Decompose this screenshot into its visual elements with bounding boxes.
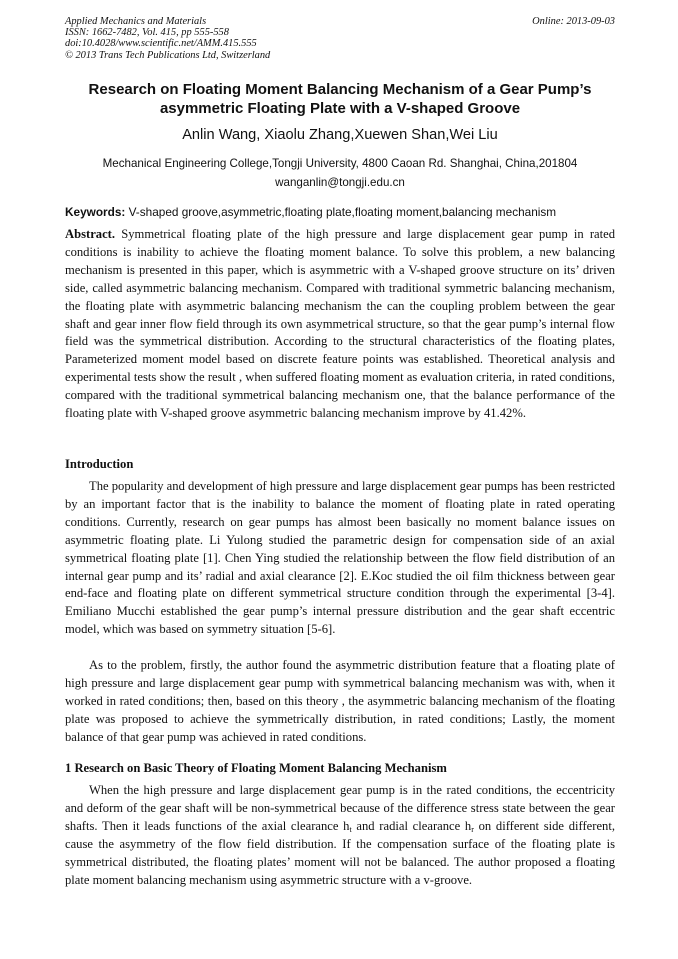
introduction-paragraph-1: The popularity and development of high pressure and large displacement gear pumps has been restricted by an important factor that is the inability to balance the moment of floating plate in rated operating conditions. Currently, research on gear pumps has almost been basically no moment balance issues on asymmetric floating plate. Li Yulong studied the parametric design for compensation side of an axial symmetrical floating plate [1]. Chen Ying studied the relationship between the flow field distribution of an internal gear pump and its’ radial and axial clearance [2]. E.Koc studied the oil film thickness between gear end-face and floating plate on different symmetrical structure condition through the experimental [3-4]. Emiliano Mucchi established the gear pump’s internal pressure distribution and the gear shaft eccentric model, which was based on symmetry situation [5-6]. bbox=[65, 479, 615, 637]
title-line-2: asymmetric Floating Plate with a V-shaped Groove bbox=[159, 100, 521, 117]
keywords-text: V-shaped groove,asymmetric,floating plate,floating moment,balancing mechanism bbox=[128, 205, 557, 219]
keywords bbox=[65, 204, 615, 220]
abstract bbox=[65, 226, 615, 423]
journal-name: Applied Mechanics and Materials bbox=[65, 16, 207, 27]
keywords-label: Keywords: bbox=[65, 205, 126, 219]
affiliation: Mechanical Engineering College,Tongji University, 4800 Caoan Rd. Shanghai, China,201804 bbox=[102, 157, 578, 170]
issn-line: ISSN: 1662-7482, Vol. 415, pp 555-558 bbox=[65, 27, 229, 39]
author-list: Anlin Wang, Xiaolu Zhang,Xuewen Shan,Wei Liu bbox=[182, 127, 498, 143]
doi-line: doi:10.4028/www.scientific.net/AMM.415.555 bbox=[65, 38, 257, 50]
introduction-heading: Introduction bbox=[65, 457, 134, 471]
online-date: Online: 2013-09-03 bbox=[532, 16, 615, 27]
copyright-line: © 2013 Trans Tech Publications Ltd, Switzerland bbox=[65, 49, 271, 61]
paper-title bbox=[55, 80, 625, 118]
section-1-text-c: on different side different, cause the asymmetry of the flow field distribution. If the compensation surface of the floating plate is symmetrical distributed, the floating plates’ moment will not be balanced. The author proposed a floating plate moment balancing mechanism using asymmetric structure with a v-groove. bbox=[65, 818, 615, 887]
section-1-heading: 1 Research on Basic Theory of Floating Moment Balancing Mechanism bbox=[65, 761, 447, 775]
section-1-paragraph bbox=[65, 782, 615, 889]
subscript-r: r bbox=[471, 824, 474, 834]
subscript-t: t bbox=[349, 824, 352, 834]
title-line-1: Research on Floating Moment Balancing Mechanism of a Gear Pump’s bbox=[88, 81, 592, 98]
abstract-text: Symmetrical floating plate of the high pressure and large displacement gear pump in rated conditions is inability to achieve the floating moment balance. To solve this problem, a new balancing mechanism is presented in this paper, which is asymmetric with a V-shaped groove structure on its’ driven side, called asymmetric balancing mechanism. Compared with traditional symmetric balancing mechanism, the floating plate with asymmetric balancing mechanism the can the coupling problem between the gear shaft and gear inner flow field through its own asymmetrical structure, so that the gear pump’s internal flow field was the symmetrical distribution. According to the structural characteristics of the floating plates, Parameterized moment model based on discrete feature points was established. Theoretical analysis and experimental tests show the result , when suffered floating moment as evaluation criteria, in rated conditions, compared with the traditional symmetrical balancing mechanism one, that the balance performance of the floating plate with V-shaped groove asymmetric balancing mechanism improve by 41.42%. bbox=[65, 227, 616, 421]
section-1-text-a: When the high pressure and large displacement gear pump is in the rated conditions, the eccentricity and deform of the gear shaft will be non-symmetrical because of the difference stress state between the gear shafts. Then it leads functions of the axial clearance h bbox=[65, 783, 615, 833]
abstract-label: Abstract. bbox=[65, 227, 116, 241]
author-email: wanganlin@tongji.edu.cn bbox=[275, 176, 405, 189]
journal-header bbox=[65, 16, 615, 61]
section-1-text-b: and radial clearance h bbox=[351, 818, 472, 833]
affiliation-block bbox=[55, 154, 625, 192]
introduction-paragraph-2: As to the problem, firstly, the author found the asymmetric distribution feature that a floating plate of high pressure and large displacement gear pump with symmetrical balancing mechanism was with, when it worked in rated conditions; then, based on this theory , the asymmetric balancing mechanism of the floating plate was proposed to achieve the symmetrically distribution, in rated conditions; Lastly, the moment balance of that gear pump was achieved in rated conditions. bbox=[65, 658, 615, 744]
